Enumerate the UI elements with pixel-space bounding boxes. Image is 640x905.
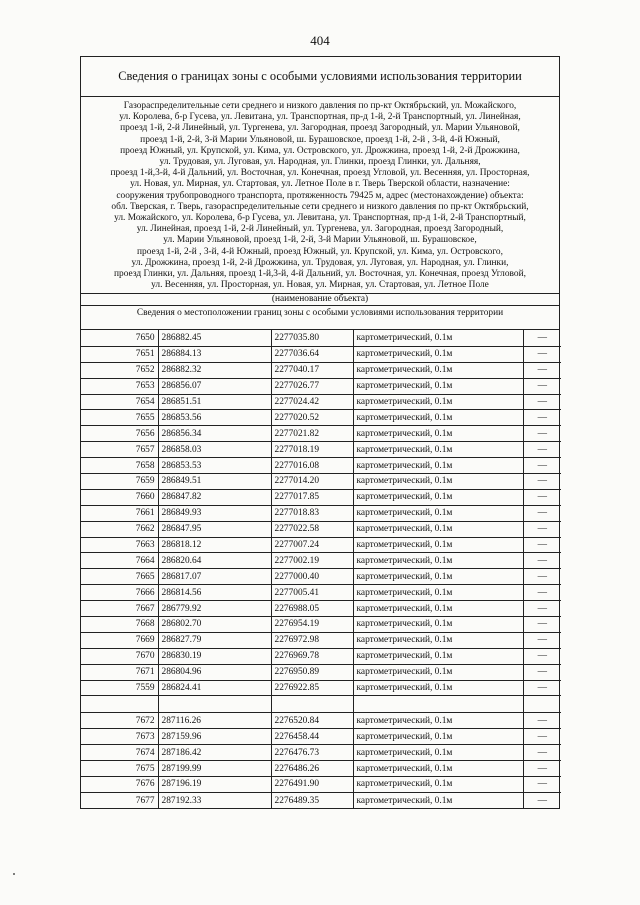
table-row — [81, 473, 561, 489]
note-cell: — — [523, 473, 561, 489]
description-line: ул. Трудовая, ул. Луговая, ул. Народная, ул. Глинки, проезд Глинки, ул. Дальняя, — [159, 157, 481, 168]
x-coordinate-cell: 286853.56 — [158, 410, 271, 426]
note-cell: — — [523, 632, 561, 648]
description-line: ул. Можайского, ул. Королева, б-р Гусева, ул. Левитана, ул. Транспортная, пр-д 1-й, 2-й Транспортный, — [114, 213, 526, 224]
note-cell: — — [523, 330, 561, 346]
description-line: проезд 1-й, 2-й, 3-й Марии Ульяновой, ш. Бурашовское, проезд 1-й, 2-й , 3-й, 4-й Южный, — [140, 134, 500, 145]
y-coordinate-cell — [271, 696, 353, 713]
point-number-cell: 7661 — [81, 505, 158, 521]
method-cell: картометрический, 0.1м — [353, 792, 523, 808]
description-line: ул. Дрожжина, проезд 1-й, 2-й Дрожжина, ул. Трудовая, ул. Луговая, ул. Народная, ул. Глинки, — [131, 257, 509, 268]
table-row — [81, 616, 561, 632]
note-cell: — — [523, 664, 561, 680]
x-coordinate-cell: 286814.56 — [158, 585, 271, 601]
method-cell: картометрический, 0.1м — [353, 362, 523, 378]
point-number-cell: 7659 — [81, 473, 158, 489]
x-coordinate-cell: 286849.51 — [158, 473, 271, 489]
x-coordinate-cell: 286820.64 — [158, 553, 271, 569]
x-coordinate-cell: 287186.42 — [158, 745, 271, 761]
note-cell — [523, 696, 561, 713]
object-description — [81, 97, 559, 294]
table-row — [81, 362, 561, 378]
x-coordinate-cell: 286858.03 — [158, 442, 271, 458]
method-cell: картометрический, 0.1м — [353, 330, 523, 346]
description-line: проезд Глинки, ул. Дальняя, проезд 1-й,3-й, 4-й Дальний, ул. Восточная, ул. Конечная, проезд Угловой, — [114, 269, 526, 280]
table-row — [81, 569, 561, 585]
table-row — [81, 777, 561, 793]
note-cell: — — [523, 442, 561, 458]
note-cell: — — [523, 680, 561, 696]
table-row — [81, 713, 561, 729]
point-number-cell: 7559 — [81, 680, 158, 696]
method-cell: картометрический, 0.1м — [353, 601, 523, 617]
method-cell: картометрический, 0.1м — [353, 426, 523, 442]
point-number-cell: 7658 — [81, 458, 158, 474]
table-row — [81, 378, 561, 394]
point-number-cell: 7653 — [81, 378, 158, 394]
x-coordinate-cell: 286817.07 — [158, 569, 271, 585]
method-cell: картометрический, 0.1м — [353, 729, 523, 745]
y-coordinate-cell: 2277005.41 — [271, 585, 353, 601]
y-coordinate-cell: 2277040.17 — [271, 362, 353, 378]
x-coordinate-cell: 286802.70 — [158, 616, 271, 632]
note-cell: — — [523, 792, 561, 808]
note-cell: — — [523, 713, 561, 729]
y-coordinate-cell: 2277018.83 — [271, 505, 353, 521]
point-number-cell: 7652 — [81, 362, 158, 378]
description-line: проезд Южный, ул. Крупской, ул. Кима, ул. Островского, ул. Дрожжина, проезд 1-й, 2-й Дрожжина, — [120, 145, 520, 156]
x-coordinate-cell: 286827.79 — [158, 632, 271, 648]
scan-speck — [13, 873, 15, 875]
y-coordinate-cell: 2276486.26 — [271, 761, 353, 777]
x-coordinate-cell: 287159.96 — [158, 729, 271, 745]
table-row — [81, 680, 561, 696]
description-line: ул. Линейная, проезд 1-й, 2-й Линейный, ул. Тургенева, ул. Загородная, проезд Загородный, — [136, 224, 504, 235]
table-row — [81, 410, 561, 426]
description-line: проезд 1-й,3-й, 4-й Дальний, ул. Восточная, ул. Конечная, проезд Угловой, ул. Весенняя, ул. Просторная, — [110, 168, 530, 179]
method-cell: картометрический, 0.1м — [353, 521, 523, 537]
note-cell: — — [523, 585, 561, 601]
y-coordinate-cell: 2277002.19 — [271, 553, 353, 569]
y-coordinate-cell: 2276972.98 — [271, 632, 353, 648]
method-cell: картометрический, 0.1м — [353, 632, 523, 648]
x-coordinate-cell: 286856.07 — [158, 378, 271, 394]
page-number: 404 — [310, 33, 330, 48]
table-row — [81, 426, 561, 442]
method-cell: картометрический, 0.1м — [353, 458, 523, 474]
table-row — [81, 745, 561, 761]
x-coordinate-cell: 286882.32 — [158, 362, 271, 378]
method-cell — [353, 696, 523, 713]
description-line: ул. Весенняя, ул. Просторная, ул. Новая, ул. Мирная, ул. Стартовая, ул. Летное Поле — [151, 280, 489, 291]
table-row — [81, 505, 561, 521]
coordinates-table — [81, 330, 561, 808]
table-row — [81, 585, 561, 601]
table-row — [81, 489, 561, 505]
note-cell: — — [523, 489, 561, 505]
note-cell: — — [523, 745, 561, 761]
method-cell: картометрический, 0.1м — [353, 664, 523, 680]
point-number-cell — [81, 696, 158, 713]
y-coordinate-cell: 2277026.77 — [271, 378, 353, 394]
method-cell: картометрический, 0.1м — [353, 410, 523, 426]
table-row — [81, 601, 561, 617]
note-cell: — — [523, 777, 561, 793]
x-coordinate-cell: 286849.93 — [158, 505, 271, 521]
method-cell: картометрический, 0.1м — [353, 777, 523, 793]
method-cell: картометрический, 0.1м — [353, 442, 523, 458]
x-coordinate-cell: 287196.19 — [158, 777, 271, 793]
table-row — [81, 696, 561, 713]
description-line: сооружения трубопроводного транспорта, протяженность 79425 м, адрес (местонахождение) объекта: — [116, 190, 524, 201]
y-coordinate-cell: 2277017.85 — [271, 489, 353, 505]
method-cell: картометрический, 0.1м — [353, 378, 523, 394]
y-coordinate-cell: 2277014.20 — [271, 473, 353, 489]
y-coordinate-cell: 2277035.80 — [271, 330, 353, 346]
description-line: Газораспределительные сети среднего и низкого давления по пр-кт Октябрьский, ул. Можайского, — [123, 101, 517, 111]
x-coordinate-cell: 287199.99 — [158, 761, 271, 777]
point-number-cell: 7666 — [81, 585, 158, 601]
method-cell: картометрический, 0.1м — [353, 745, 523, 761]
note-cell: — — [523, 362, 561, 378]
point-number-cell: 7671 — [81, 664, 158, 680]
method-cell: картометрический, 0.1м — [353, 680, 523, 696]
point-number-cell: 7677 — [81, 792, 158, 808]
x-coordinate-cell — [158, 696, 271, 713]
point-number-cell: 7667 — [81, 601, 158, 617]
point-number-cell: 7664 — [81, 553, 158, 569]
point-number-cell: 7670 — [81, 648, 158, 664]
point-number-cell: 7654 — [81, 394, 158, 410]
x-coordinate-cell: 286779.92 — [158, 601, 271, 617]
method-cell: картометрический, 0.1м — [353, 713, 523, 729]
table-row — [81, 442, 561, 458]
note-cell: — — [523, 729, 561, 745]
table-row — [81, 330, 561, 346]
method-cell: картометрический, 0.1м — [353, 569, 523, 585]
y-coordinate-cell: 2276476.73 — [271, 745, 353, 761]
object-name-caption: (наименование объекта) — [81, 294, 559, 306]
y-coordinate-cell: 2276954.19 — [271, 616, 353, 632]
point-number-cell: 7651 — [81, 346, 158, 362]
y-coordinate-cell: 2277022.58 — [271, 521, 353, 537]
y-coordinate-cell: 2277007.24 — [271, 537, 353, 553]
method-cell: картометрический, 0.1м — [353, 585, 523, 601]
table-row — [81, 346, 561, 362]
note-cell: — — [523, 410, 561, 426]
zone-boundaries-document — [80, 56, 560, 809]
description-line: ул. Королева, б-р Гусева, ул. Левитана, ул. Транспортная, пр-д 1-й, 2-й Транспортный, ул. Линейная, — [119, 112, 521, 123]
note-cell: — — [523, 537, 561, 553]
y-coordinate-cell: 2276988.05 — [271, 601, 353, 617]
point-number-cell: 7673 — [81, 729, 158, 745]
method-cell: картометрический, 0.1м — [353, 761, 523, 777]
method-cell: картометрический, 0.1м — [353, 473, 523, 489]
point-number-cell: 7674 — [81, 745, 158, 761]
description-line: ул. Марии Ульяновой, проезд 1-й, 2-й, 3-й Марии Ульяновой, ш. Бурашовское, — [163, 235, 477, 246]
note-cell: — — [523, 378, 561, 394]
x-coordinate-cell: 286884.13 — [158, 346, 271, 362]
x-coordinate-cell: 286882.45 — [158, 330, 271, 346]
x-coordinate-cell: 286853.53 — [158, 458, 271, 474]
note-cell: — — [523, 394, 561, 410]
y-coordinate-cell: 2277018.19 — [271, 442, 353, 458]
description-line: проезд 1-й, 2-й Линейный, ул. Тургенева, ул. Загородная, проезд Загородный, ул. Марии Ульяновой, — [120, 123, 520, 134]
x-coordinate-cell: 286851.51 — [158, 394, 271, 410]
point-number-cell: 7656 — [81, 426, 158, 442]
note-cell: — — [523, 426, 561, 442]
x-coordinate-cell: 286830.19 — [158, 648, 271, 664]
point-number-cell: 7665 — [81, 569, 158, 585]
y-coordinate-cell: 2276969.78 — [271, 648, 353, 664]
x-coordinate-cell: 286847.95 — [158, 521, 271, 537]
table-row — [81, 394, 561, 410]
y-coordinate-cell: 2276491.90 — [271, 777, 353, 793]
table-row — [81, 632, 561, 648]
point-number-cell: 7650 — [81, 330, 158, 346]
note-cell: — — [523, 521, 561, 537]
method-cell: картометрический, 0.1м — [353, 537, 523, 553]
point-number-cell: 7668 — [81, 616, 158, 632]
x-coordinate-cell: 286856.34 — [158, 426, 271, 442]
method-cell: картометрический, 0.1м — [353, 346, 523, 362]
note-cell: — — [523, 569, 561, 585]
x-coordinate-cell: 287116.26 — [158, 713, 271, 729]
description-line: проезд 1-й, 2-й , 3-й, 4-й Южный, проезд Южный, ул. Крупской, ул. Кима, ул. Островского, — [137, 246, 503, 257]
note-cell: — — [523, 616, 561, 632]
table-row — [81, 729, 561, 745]
point-number-cell: 7663 — [81, 537, 158, 553]
method-cell: картометрический, 0.1м — [353, 489, 523, 505]
y-coordinate-cell: 2276520.84 — [271, 713, 353, 729]
y-coordinate-cell: 2277020.52 — [271, 410, 353, 426]
document-title: Сведения о границах зоны с особыми условиями использования территории — [81, 57, 559, 97]
note-cell: — — [523, 346, 561, 362]
y-coordinate-cell: 2277036.64 — [271, 346, 353, 362]
point-number-cell: 7676 — [81, 777, 158, 793]
method-cell: картометрический, 0.1м — [353, 616, 523, 632]
y-coordinate-cell: 2277021.82 — [271, 426, 353, 442]
y-coordinate-cell: 2277024.42 — [271, 394, 353, 410]
method-cell: картометрический, 0.1м — [353, 648, 523, 664]
point-number-cell: 7657 — [81, 442, 158, 458]
table-row — [81, 458, 561, 474]
x-coordinate-cell: 286818.12 — [158, 537, 271, 553]
method-cell: картометрический, 0.1м — [353, 394, 523, 410]
point-number-cell: 7662 — [81, 521, 158, 537]
y-coordinate-cell: 2277016.08 — [271, 458, 353, 474]
note-cell: — — [523, 761, 561, 777]
note-cell: — — [523, 505, 561, 521]
y-coordinate-cell: 2276458.44 — [271, 729, 353, 745]
point-number-cell: 7660 — [81, 489, 158, 505]
table-row — [81, 664, 561, 680]
table-row — [81, 521, 561, 537]
point-number-cell: 7675 — [81, 761, 158, 777]
note-cell: — — [523, 601, 561, 617]
table-row — [81, 761, 561, 777]
note-cell: — — [523, 648, 561, 664]
x-coordinate-cell: 286847.82 — [158, 489, 271, 505]
x-coordinate-cell: 286824.41 — [158, 680, 271, 696]
description-line: обл. Тверская, г. Тверь, газораспределительные сети среднего и низкого давления по пр-кт Октябрьский, — [111, 201, 529, 212]
note-cell: — — [523, 553, 561, 569]
point-number-cell: 7669 — [81, 632, 158, 648]
description-line: ул. Новая, ул. Мирная, ул. Стартовая, ул. Летное Поле в г. Тверь Тверской области, назначение: — [130, 179, 510, 190]
y-coordinate-cell: 2276950.89 — [271, 664, 353, 680]
method-cell: картометрический, 0.1м — [353, 553, 523, 569]
table-row — [81, 648, 561, 664]
y-coordinate-cell: 2276922.85 — [271, 680, 353, 696]
point-number-cell: 7672 — [81, 713, 158, 729]
x-coordinate-cell: 286804.96 — [158, 664, 271, 680]
table-row — [81, 792, 561, 808]
point-number-cell: 7655 — [81, 410, 158, 426]
note-cell: — — [523, 458, 561, 474]
section-heading: Сведения о местоположении границ зоны с особыми условиями использования территории — [81, 306, 559, 330]
table-row — [81, 553, 561, 569]
x-coordinate-cell: 287192.33 — [158, 792, 271, 808]
method-cell: картометрический, 0.1м — [353, 505, 523, 521]
table-row — [81, 537, 561, 553]
y-coordinate-cell: 2277000.40 — [271, 569, 353, 585]
y-coordinate-cell: 2276489.35 — [271, 792, 353, 808]
